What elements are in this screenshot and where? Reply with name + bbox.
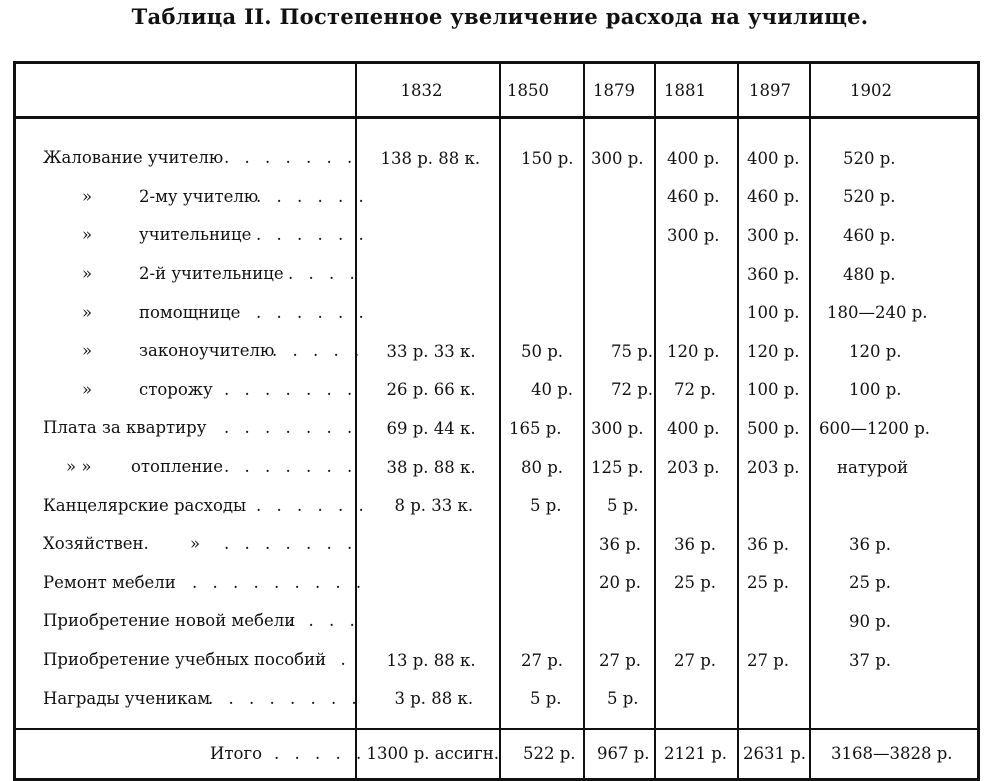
value-cell-1902	[810, 486, 978, 525]
ditto-mark: »	[82, 264, 93, 284]
ditto-mark: »	[82, 186, 93, 206]
column-header-1881: 1881	[655, 63, 738, 118]
row-label-cell	[15, 641, 356, 680]
row-label-cell	[15, 332, 365, 371]
table-row	[15, 139, 979, 178]
leader-dots: . . . . . . .	[224, 379, 358, 399]
row-label: Плата за квартиру	[43, 418, 207, 438]
value-cell-1832: 8 р. 33 к.	[356, 486, 501, 525]
value-cell-1832: 38 р. 88 к.	[356, 448, 501, 487]
header-row	[15, 63, 979, 118]
value-cell-1832: 26 р. 66 к.	[356, 371, 501, 410]
row-label-cell	[15, 602, 360, 641]
table-row	[15, 679, 979, 718]
value-cell-1881	[655, 293, 738, 332]
table-row	[15, 332, 979, 371]
row-label: Ремонт мебели	[43, 572, 176, 592]
ditto-mark: » »	[66, 457, 92, 477]
leader-dots: . . . .	[288, 264, 360, 284]
leader-dots: . . . .	[288, 611, 360, 631]
value-cell-1897: 120 р.	[738, 332, 810, 371]
row-label-cell	[15, 139, 356, 178]
value-cell-1832	[356, 178, 501, 217]
value-cell-1897: 500 р.	[738, 409, 810, 448]
value-cell-1879: 300 р.	[584, 139, 655, 178]
total-row	[15, 729, 979, 780]
value-cell-1902: 480 р.	[810, 255, 978, 294]
value-cell-1879: 300 р.	[584, 409, 655, 448]
table-row	[15, 409, 979, 448]
value-cell-1902: 520 р.	[810, 178, 978, 217]
row-label: Приобретение учебных пособий	[43, 650, 327, 670]
leader-dots: . .	[320, 650, 351, 670]
value-cell-1879	[584, 602, 655, 641]
value-cell-1881	[655, 486, 738, 525]
row-label: Хозяйствен.	[43, 534, 149, 554]
value-cell-1881: 300 р.	[655, 216, 738, 255]
value-cell-1850: 27 р.	[500, 641, 584, 680]
value-cell-1897	[738, 679, 810, 718]
table-row	[15, 293, 979, 332]
ditto-mark: »	[82, 341, 93, 361]
total-value-1902: 3168—3828 р.	[810, 729, 978, 780]
row-label: Канцелярские расходы	[43, 495, 247, 515]
row-label-cell	[15, 216, 369, 255]
row-label: 2-му учителю	[139, 186, 259, 206]
value-cell-1832: 13 р. 88 к.	[356, 641, 501, 680]
table-row	[15, 564, 979, 603]
table-row	[15, 486, 979, 525]
total-value-1879: 967 р.	[584, 729, 655, 780]
row-label-cell	[15, 293, 369, 332]
ditto-mark: »	[82, 225, 93, 245]
value-cell-1897	[738, 486, 810, 525]
value-cell-1902: 36 р.	[810, 525, 978, 564]
value-cell-1879	[584, 178, 655, 217]
leader-dots: . . . . . . . .	[208, 688, 362, 708]
value-cell-1850	[500, 178, 584, 217]
value-cell-1832	[356, 564, 501, 603]
row-label: Награды ученикам	[43, 688, 211, 708]
column-header-1832: 1832	[356, 63, 501, 118]
row-label-cell	[15, 371, 356, 410]
column-header-1902: 1902	[810, 63, 978, 118]
header-label-cell	[15, 63, 356, 118]
value-cell-1902: 120 р.	[810, 332, 978, 371]
row-label: учительнице	[139, 225, 252, 245]
value-cell-1881: 120 р.	[655, 332, 738, 371]
leader-dots: . . . . . . .	[224, 418, 358, 438]
table-row	[15, 602, 979, 641]
row-label-cell	[15, 679, 362, 718]
column-header-1897: 1897	[738, 63, 810, 118]
value-cell-1832: 138 р. 88 к.	[356, 139, 501, 178]
row-label-cell	[15, 564, 367, 603]
value-cell-1850: 40 р.	[500, 371, 584, 410]
value-cell-1897: 25 р.	[738, 564, 810, 603]
value-cell-1897: 100 р.	[738, 371, 810, 410]
table-body	[15, 118, 979, 780]
value-cell-1897: 460 р.	[738, 178, 810, 217]
value-cell-1850	[500, 525, 584, 564]
leader-dots: . . . . . . .	[224, 534, 358, 554]
total-value-1850: 522 р.	[500, 729, 584, 780]
value-cell-1879: 5 р.	[584, 486, 655, 525]
value-cell-1879: 36 р.	[584, 525, 655, 564]
value-cell-1832	[356, 525, 501, 564]
value-cell-1850	[500, 216, 584, 255]
value-cell-1902	[810, 679, 978, 718]
value-cell-1832	[356, 602, 501, 641]
value-cell-1902: 180—240 р.	[810, 293, 978, 332]
value-cell-1879: 75 р.	[584, 332, 655, 371]
table-row	[15, 371, 979, 410]
value-cell-1881: 400 р.	[655, 139, 738, 178]
value-cell-1850	[500, 564, 584, 603]
table-row	[15, 641, 979, 680]
leader-dots: . . . . . .	[256, 186, 369, 206]
leader-dots: . . . . .	[274, 743, 367, 763]
leader-dots: . . . . . . .	[224, 148, 358, 168]
column-header-1850: 1850	[500, 63, 584, 118]
value-cell-1832: 33 р. 33 к.	[356, 332, 501, 371]
value-cell-1881	[655, 255, 738, 294]
row-label: законоучителю	[139, 341, 275, 361]
value-cell-1897: 400 р.	[738, 139, 810, 178]
leader-dots: . . . . . .	[256, 225, 369, 245]
table-row	[15, 448, 979, 487]
total-label: Итого	[210, 743, 263, 763]
value-cell-1881: 460 р.	[655, 178, 738, 217]
table-row	[15, 525, 979, 564]
total-value-1897: 2631 р.	[738, 729, 810, 780]
value-cell-1897: 27 р.	[738, 641, 810, 680]
value-cell-1850: 50 р.	[500, 332, 584, 371]
value-cell-1902: 100 р.	[810, 371, 978, 410]
table-row	[15, 255, 979, 294]
value-cell-1832: 69 р. 44 к.	[356, 409, 501, 448]
value-cell-1850: 5 р.	[500, 679, 584, 718]
value-cell-1879: 72 р.	[584, 371, 655, 410]
row-label-cell	[15, 448, 356, 487]
expense-table	[13, 61, 980, 781]
leader-dots: . . . . . .	[256, 302, 369, 322]
value-cell-1879	[584, 216, 655, 255]
value-cell-1881: 72 р.	[655, 371, 738, 410]
value-cell-1850: 80 р.	[500, 448, 584, 487]
value-cell-1850: 150 р.	[500, 139, 584, 178]
value-cell-1897: 300 р.	[738, 216, 810, 255]
row-label: Жалование учителю	[43, 148, 224, 168]
row-label-cell	[15, 525, 356, 564]
value-cell-1879	[584, 255, 655, 294]
row-label: отопление	[131, 457, 223, 477]
value-cell-1881: 27 р.	[655, 641, 738, 680]
value-cell-1902: 25 р.	[810, 564, 978, 603]
value-cell-1902: 520 р.	[810, 139, 978, 178]
value-cell-1897	[738, 602, 810, 641]
value-cell-1902: натурой	[810, 448, 978, 487]
total-label-cell	[15, 729, 367, 780]
leader-dots: . . . . . . .	[224, 457, 358, 477]
row-label-cell	[15, 486, 369, 525]
value-cell-1881	[655, 602, 738, 641]
value-cell-1850: 165 р.	[500, 409, 584, 448]
value-cell-1850	[500, 293, 584, 332]
leader-dots: . . . . .	[272, 341, 365, 361]
row-label: 2-й учительнице	[139, 264, 284, 284]
value-cell-1879: 5 р.	[584, 679, 655, 718]
row-label-cell	[15, 255, 360, 294]
value-cell-1902: 600—1200 р.	[810, 409, 978, 448]
value-cell-1832	[356, 255, 501, 294]
column-header-1879: 1879	[584, 63, 655, 118]
total-value-1832: 1300 р. ассигн.	[356, 729, 501, 780]
table-row	[15, 216, 979, 255]
row-label: сторожу	[139, 379, 213, 399]
value-cell-1881: 25 р.	[655, 564, 738, 603]
value-cell-1832: 3 р. 88 к.	[356, 679, 501, 718]
value-cell-1881: 203 р.	[655, 448, 738, 487]
value-cell-1897: 360 р.	[738, 255, 810, 294]
value-cell-1902: 460 р.	[810, 216, 978, 255]
value-cell-1879	[584, 293, 655, 332]
value-cell-1850: 5 р.	[500, 486, 584, 525]
value-cell-1832	[356, 293, 501, 332]
value-cell-1897: 203 р.	[738, 448, 810, 487]
table-row	[15, 178, 979, 217]
value-cell-1850	[500, 255, 584, 294]
value-cell-1897: 36 р.	[738, 525, 810, 564]
value-cell-1850	[500, 602, 584, 641]
ditto-mark: »	[190, 534, 201, 554]
row-label: помощнице	[139, 302, 241, 322]
value-cell-1902: 90 р.	[810, 602, 978, 641]
value-cell-1881	[655, 679, 738, 718]
value-cell-1879: 125 р.	[584, 448, 655, 487]
value-cell-1902: 37 р.	[810, 641, 978, 680]
total-value-1881: 2121 р.	[655, 729, 738, 780]
row-label-cell	[15, 409, 356, 448]
leader-dots: . . . . . .	[256, 495, 369, 515]
value-cell-1897: 100 р.	[738, 293, 810, 332]
ditto-mark: »	[82, 302, 93, 322]
ditto-mark: »	[82, 379, 93, 399]
value-cell-1879: 20 р.	[584, 564, 655, 603]
value-cell-1879: 27 р.	[584, 641, 655, 680]
page-title: Таблица II. Постепенное увеличение расхода на училище.	[131, 4, 869, 29]
leader-dots: . . . . . . . . .	[192, 572, 367, 592]
value-cell-1881: 400 р.	[655, 409, 738, 448]
row-label: Приобретение новой мебели	[43, 611, 296, 631]
value-cell-1832	[356, 216, 501, 255]
row-label-cell	[15, 178, 369, 217]
value-cell-1881: 36 р.	[655, 525, 738, 564]
